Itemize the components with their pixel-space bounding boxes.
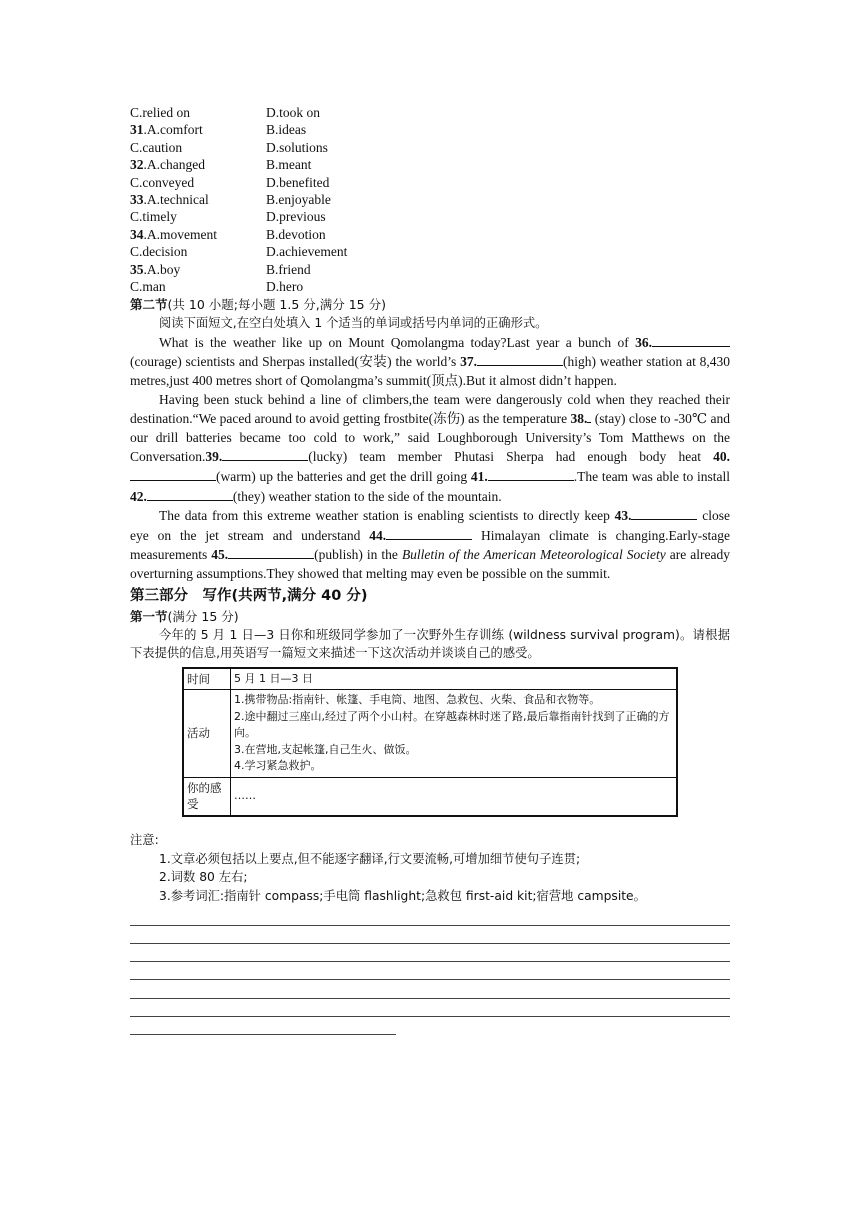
table-label-feelings: 你的感受: [183, 777, 231, 816]
option-a: .A.technical: [143, 191, 209, 207]
answer-line[interactable]: [130, 1017, 396, 1035]
section-2-heading: [130, 295, 730, 314]
table-label-time: 时间: [183, 668, 231, 690]
answer-blank-41[interactable]: [488, 467, 574, 481]
passage-paragraph-3: The data from this extreme weather station is enabling scientists to directly keep 43. close eye on the jet stream and understand 44. Himalayan climate is changing.Early-stage measurements 45. (publish) in the Bulletin of the American Meteorological Society are already overturning assumptions.They showed that melting may even be possible on the summit.: [130, 508, 730, 582]
writing-prompt: 今年的 5 月 1 日—3 日你和班级同学参加了一次野外生存训练 (wildness survival program)。请根据下表提供的信息,用英语写一篇短文来描述一下这次活动并谈谈自己的感受。: [130, 627, 730, 661]
table-value-time: 5 月 1 日—3 日: [231, 668, 678, 690]
part-3-title: 第三部分 写作(共两节,满分 40 分): [130, 587, 368, 604]
blank-number-38: 38.: [570, 411, 588, 427]
note-item: 3.参考词汇:指南针 compass;手电筒 flashlight;急救包 first-aid kit;宿营地 campsite。: [159, 888, 646, 903]
question-number: 35: [130, 261, 144, 277]
option-a: C.timely: [130, 209, 177, 225]
option-row: [130, 208, 730, 225]
passage-paragraph-1: What is the weather like up on Mount Qomolangma today?Last year a bunch of 36. (courage) scientists and Sherpas installed(安装) the world’s 37. (high) weather station at 8,430 metres,just 400 metres short of Qomolangma’s summit(顶点).But it almost didn’t happen.: [130, 334, 730, 389]
blank-number-36: 36.: [635, 334, 652, 350]
question-number: 31: [130, 122, 144, 138]
option-a: .A.comfort: [143, 122, 203, 138]
section-2-instruction: 阅读下面短文,在空白处填入 1 个适当的单词或括号内单词的正确形式。: [159, 316, 548, 331]
option-row: [130, 139, 730, 156]
part-3-section-1-info: (满分 15 分): [167, 608, 239, 624]
option-b: B.enjoyable: [266, 191, 331, 207]
option-b: D.took on: [266, 105, 320, 120]
option-b: D.previous: [266, 209, 326, 225]
option-a: C.caution: [130, 139, 183, 155]
question-number: 32: [130, 157, 144, 173]
answer-blank-45[interactable]: [228, 545, 314, 559]
activity-item: 1.携带物品:指南针、帐篷、手电筒、地图、急救包、火柴、食品和衣物等。: [234, 693, 601, 707]
answer-blank-40[interactable]: [130, 467, 216, 481]
activity-info-table: [182, 667, 678, 817]
option-b: D.benefited: [266, 174, 330, 190]
option-row: [130, 278, 730, 295]
question-number: 33: [130, 191, 144, 207]
blank-number-43: 43.: [614, 508, 632, 524]
option-a: C.relied on: [130, 105, 190, 120]
blank-number-45: 45.: [211, 547, 229, 563]
answer-line[interactable]: [130, 999, 730, 1017]
answer-line[interactable]: [130, 944, 730, 962]
option-b: D.achievement: [266, 244, 348, 260]
option-a: .A.boy: [143, 261, 181, 277]
answer-blank-37[interactable]: [477, 352, 563, 366]
part-3-section-1-title: 第一节: [130, 608, 168, 624]
option-row: [130, 226, 730, 243]
passage-paragraph-2: Having been stuck behind a line of climbers,the team were dangerously cold when they reached their destination.“We paced around to avoid getting frostbite(冻伤) as the temperature 38. (stay) close to -30℃ and our drill batteries became too cold to work,” said Loughborough University’s Tom Matthews on the Conversation.39. (lucky) team member Phutasi Sherpa had enough body heat 40.(warm) up the batteries and get the drill going 41. .The team was able to install 42. (they) weather station to the side of the mountain.: [130, 391, 730, 504]
option-a: C.conveyed: [130, 174, 195, 190]
option-row: [130, 174, 730, 191]
table-row: [183, 777, 677, 816]
option-a: C.decision: [130, 244, 188, 260]
table-label-activity: 活动: [183, 690, 231, 778]
table-value-feelings: ……: [231, 777, 678, 816]
blank-number-44: 44.: [369, 527, 387, 543]
blank-number-41: 41.: [470, 469, 488, 485]
table-row: [183, 690, 677, 778]
activity-item: 4.学习紧急救护。: [234, 759, 322, 773]
note-item: 1.文章必须包括以上要点,但不能逐字翻译,行文要流畅,可增加细节使句子连贯;: [159, 851, 581, 866]
answer-lines[interactable]: [130, 908, 730, 1035]
answer-line[interactable]: [130, 926, 730, 944]
answer-line[interactable]: [130, 980, 730, 998]
journal-title: Bulletin of the American Meteorological Society: [401, 547, 666, 563]
option-b: D.solutions: [266, 139, 328, 155]
answer-line[interactable]: [130, 908, 730, 926]
activity-item: 2.途中翻过三座山,经过了两个小山村。在穿越森林时迷了路,最后靠指南针找到了正确的方向。: [234, 709, 670, 740]
blank-number-39: 39.: [205, 449, 223, 465]
section-2-info: (共 10 小题;每小题 1.5 分,满分 15 分): [167, 297, 386, 313]
table-row: [183, 668, 677, 690]
blank-number-37: 37.: [460, 354, 477, 370]
answer-line[interactable]: [130, 962, 730, 980]
note-item: 2.词数 80 左右;: [159, 870, 248, 885]
question-number: 34: [130, 226, 144, 242]
blank-number-40: 40.: [713, 449, 730, 465]
notes-block: [130, 831, 730, 906]
option-b: B.meant: [266, 157, 312, 173]
answer-blank-39[interactable]: [222, 447, 308, 461]
activity-item: 3.在营地,支起帐篷,自己生火、做饭。: [234, 742, 417, 756]
option-row: [130, 121, 730, 138]
answer-blank-43[interactable]: [631, 506, 697, 520]
option-row: [130, 191, 730, 208]
option-b: B.ideas: [266, 122, 307, 138]
exam-page: [130, 104, 730, 1035]
section-2-title: 第二节: [130, 297, 168, 313]
answer-blank-44[interactable]: [386, 526, 472, 540]
option-b: B.devotion: [266, 226, 326, 242]
option-b: B.friend: [266, 261, 311, 277]
table-value-activity: [231, 690, 678, 778]
option-row: [130, 243, 730, 260]
option-a: C.man: [130, 278, 166, 294]
part-3-section-1-heading: [130, 607, 730, 626]
option-row: [130, 261, 730, 278]
option-a: .A.changed: [143, 157, 205, 173]
notes-title: 注意:: [130, 832, 159, 847]
option-a: .A.movement: [143, 226, 217, 242]
option-row: [130, 156, 730, 173]
option-row: [130, 104, 730, 121]
option-list: [130, 104, 730, 295]
blank-number-42: 42.: [130, 488, 147, 504]
option-b: D.hero: [266, 278, 304, 294]
answer-blank-42[interactable]: [147, 487, 233, 501]
answer-blank-36[interactable]: [652, 333, 730, 347]
